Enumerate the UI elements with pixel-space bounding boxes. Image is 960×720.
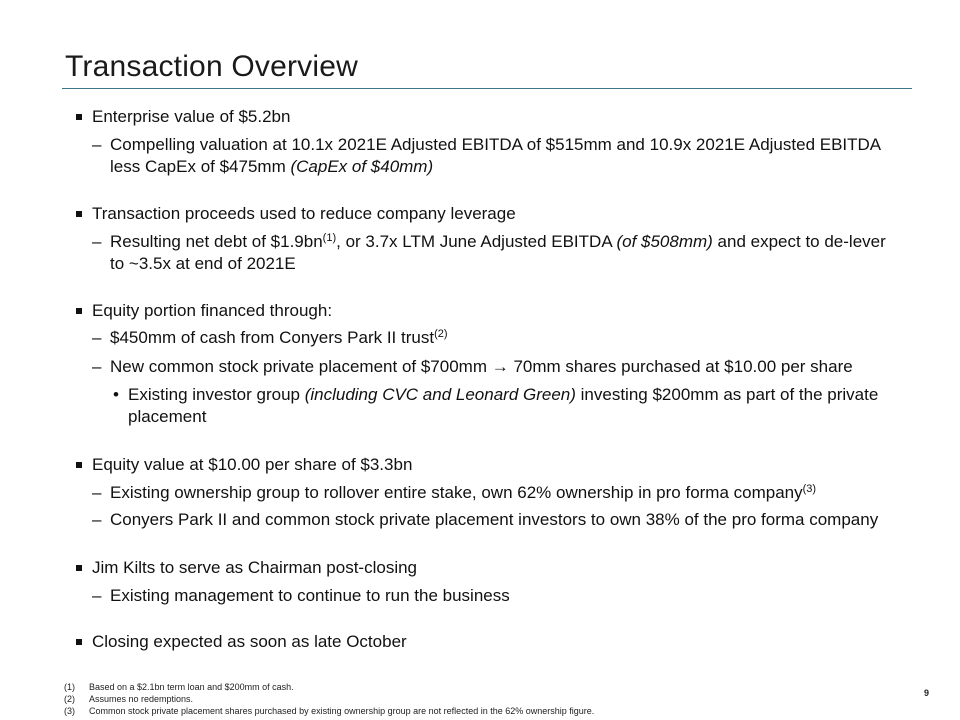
bullet-transaction-proceeds: Transaction proceeds used to reduce company leverage (92, 204, 516, 223)
dash-marker: – (92, 328, 102, 347)
ebitda-note: (of $508mm) (616, 232, 713, 251)
investor-note: (including CVC and Leonard Green) (304, 385, 576, 404)
sub-bullet-rollover (110, 482, 816, 504)
dash-marker: – (92, 232, 102, 251)
title-divider (62, 88, 912, 89)
footnote-ref-3: (3) (802, 483, 817, 495)
footnote-text: Based on a $2.1bn term loan and $200mm of cash. (89, 682, 294, 692)
sub-bullet-management: Existing management to continue to run the business (110, 586, 510, 605)
dash-marker: – (92, 135, 102, 154)
delever-text: and expect to de-lever (712, 232, 886, 251)
investing-text: investing $200mm as part of the private (575, 385, 879, 404)
page-number: 9 (924, 688, 930, 698)
trust-cash-text: $450mm of cash from Conyers Park II trust (110, 328, 435, 347)
sub-bullet-ownership-38: Conyers Park II and common stock private placement investors to own 38% of the pro forma company (110, 510, 879, 529)
shares-text: 70mm shares purchased at $10.00 per share (508, 357, 853, 376)
bullet-equity-value: Equity value at $10.00 per share of $3.3bn (92, 455, 413, 474)
sub-bullet-net-debt-line1 (110, 231, 886, 253)
square-bullet-icon (76, 114, 82, 120)
footnote-ref-1: (1) (322, 232, 337, 244)
bullet-chairman: Jim Kilts to serve as Chairman post-closing (92, 558, 418, 577)
bullet-enterprise-value: Enterprise value of $5.2bn (92, 107, 291, 126)
square-bullet-icon (76, 308, 82, 314)
ebitda-text: , or 3.7x LTM June Adjusted EBITDA (336, 232, 617, 251)
net-debt-text: Resulting net debt of $1.9bn (110, 232, 323, 251)
sub-sub-bullet-investor-group-line2: placement (128, 407, 207, 426)
square-bullet-icon (76, 462, 82, 468)
sub-bullet-valuation-line1: Compelling valuation at 10.1x 2021E Adjusted EBITDA of $515mm and 10.9x 2021E Adjusted EBITDA (110, 135, 882, 154)
arrow-right-icon: → (491, 357, 509, 376)
footnote-ref-2: (2) (434, 328, 448, 340)
footnote-text: Assumes no redemptions. (89, 694, 194, 704)
sub-bullet-valuation-line2 (110, 156, 433, 178)
capex-text: less CapEx of $475mm (110, 157, 291, 176)
footnote-number: (1) (64, 682, 75, 692)
footnote-number: (3) (64, 706, 75, 716)
rollover-text: Existing ownership group to rollover entire stake, own 62% ownership in pro forma company (110, 483, 803, 502)
square-bullet-icon (76, 639, 82, 645)
investor-text: Existing investor group (128, 385, 305, 404)
dash-marker: – (92, 357, 102, 376)
bullet-closing: Closing expected as soon as late October (92, 632, 407, 651)
square-bullet-icon (76, 565, 82, 571)
bullet-equity-portion: Equity portion financed through: (92, 301, 333, 320)
page-title: Transaction Overview (65, 50, 358, 83)
sub-bullet-private-placement (110, 356, 853, 378)
sub-bullet-trust-cash (110, 327, 448, 349)
dash-marker: – (92, 483, 102, 502)
square-bullet-icon (76, 211, 82, 217)
sub-sub-bullet-investor-group-line1 (128, 384, 878, 406)
dot-marker: • (113, 385, 119, 404)
sub-bullet-net-debt-line2: to ~3.5x at end of 2021E (110, 254, 296, 273)
dash-marker: – (92, 510, 102, 529)
footnote-number: (2) (64, 694, 75, 704)
placement-text: New common stock private placement of $700mm (110, 357, 492, 376)
dash-marker: – (92, 586, 102, 605)
capex-note: (CapEx of $40mm) (290, 157, 434, 176)
footnote-text: Common stock private placement shares purchased by existing ownership group are not reflected in the 62% ownership figure. (89, 706, 595, 716)
